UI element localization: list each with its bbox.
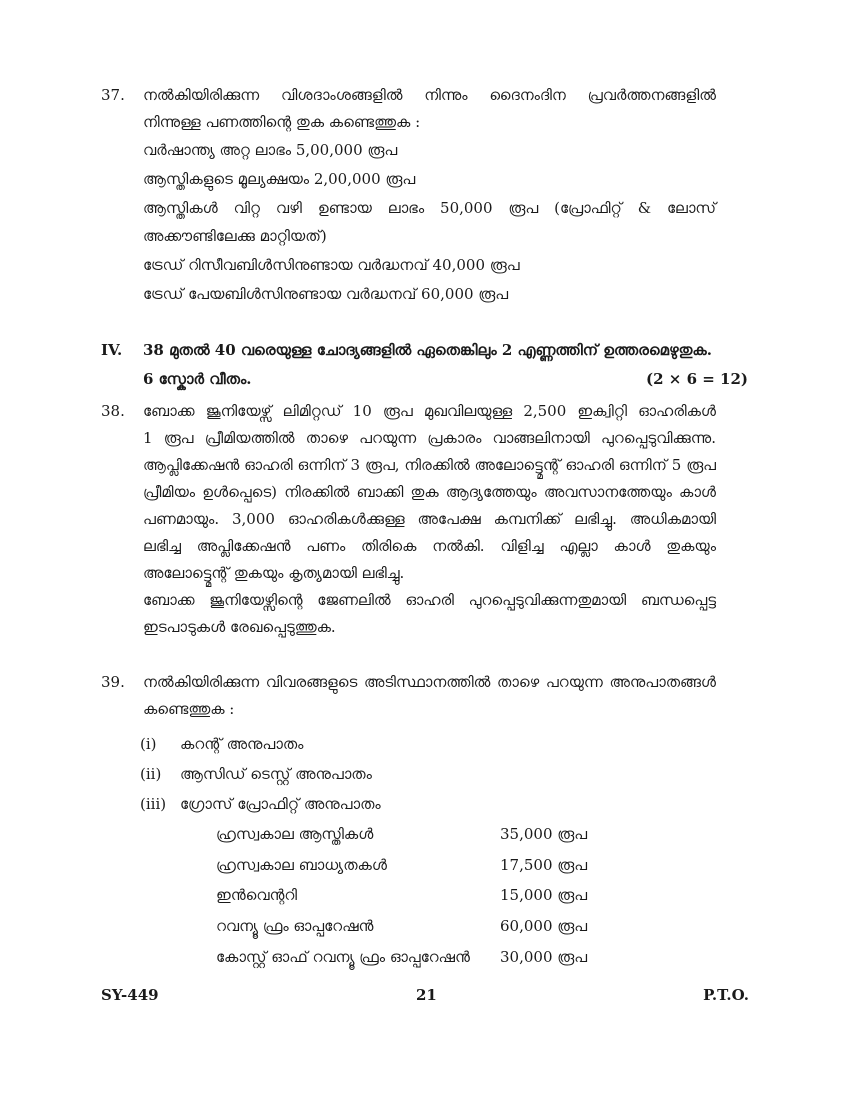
- question-text-line: ആപ്ലിക്കേഷൻ ഓഹരി ഒന്നിന് 3 രൂപ, നിരക്കിൽ അലോട്ട്മെന്റ് ഓഹരി ഒന്നിന് 5 രൂപ: [143, 456, 716, 474]
- table-row-label: കോസ്റ്റ് ഓഫ് റവന്യൂ ഫ്രം ഓപ്പറേഷൻ: [216, 948, 470, 966]
- question-text-line: പണമായും. 3,000 ഓഹരികൾക്കുള്ള അപേക്ഷ കമ്പനിക്ക് ലഭിച്ചു. അധികമായി: [143, 510, 716, 528]
- question-text-line: നൽകിയിരിക്കുന്ന വിശദാംശങ്ങളിൽ നിന്നും ദൈനംദിന പ്രവർത്തനങ്ങളിൽ: [143, 86, 716, 104]
- sub-question-text: കറന്റ് അനുപാതം: [180, 735, 304, 753]
- question-number: 37.: [101, 86, 125, 104]
- table-row-label: റവന്യൂ ഫ്രം ഓപ്പറേഷൻ: [216, 917, 374, 935]
- pto-label: P.T.O.: [703, 986, 749, 1004]
- question-text-line: കണ്ടെത്തുക :: [143, 700, 235, 718]
- question-text-line: അലോട്ട്മെന്റ് തുകയും കൃത്യമായി ലഭിച്ചു.: [143, 564, 405, 582]
- section-roman: IV.: [101, 341, 123, 359]
- sub-question-text: ഗ്രോസ് പ്രോഫിറ്റ് അനുപാതം: [180, 795, 381, 813]
- question-number: 38.: [101, 402, 125, 420]
- sub-question-label: (i): [140, 735, 157, 753]
- question-text-line: നിന്നുള്ള പണത്തിന്റെ തുക കണ്ടെത്തുക :: [143, 113, 421, 131]
- data-item: ആസ്തികൾ വിറ്റ വഴി ഉണ്ടായ ലാഭം 50,000 രൂപ (പ്രോഫിറ്റ് & ലോസ്: [143, 199, 716, 217]
- section-instruction: 38 മുതൽ 40 വരെയുള്ള ചോദ്യങ്ങളിൽ ഏതെങ്കിലും 2 എണ്ണത്തിന് ഉത്തരമെഴുതുക.: [143, 341, 712, 359]
- paper-code: SY-449: [101, 986, 159, 1004]
- question-text-line: പ്രീമിയം ഉൾപ്പെടെ) നിരക്കിൽ ബാക്കി തുക ആദ്യത്തേയും അവസാനത്തേയും കാൾ: [143, 483, 716, 501]
- table-row-value: 35,000 രൂപ: [500, 825, 588, 843]
- table-row-value: 15,000 രൂപ: [500, 886, 588, 904]
- question-text-line: ലഭിച്ച അപ്ലിക്കേഷൻ പണം തിരികെ നൽകി. വിളിച്ച എല്ലാ കാൾ തുകയും: [143, 537, 716, 555]
- table-row-value: 30,000 രൂപ: [500, 948, 588, 966]
- table-row-label: ഇൻവെന്ററി: [216, 886, 298, 904]
- question-text-line: ബോക്ക ജൂനിയേഴ്സ് ലിമിറ്റഡ് 10 രൂപ മുഖവിലയുള്ള 2,500 ഇക്വിറ്റി ഓഹരികൾ: [143, 402, 716, 420]
- question-text-line: 1 രൂപ പ്രീമിയത്തിൽ താഴെ പറയുന്ന പ്രകാരം വാങ്ങലിനായി പുറപ്പെടുവിക്കുന്നു.: [143, 429, 716, 447]
- data-item: ട്രേഡ് റിസീവബിൾസിനുണ്ടായ വർദ്ധനവ് 40,000 രൂപ: [143, 256, 520, 274]
- table-row-label: ഹ്രസ്വകാല ബാധ്യതകൾ: [216, 856, 387, 874]
- page-number: 21: [416, 986, 437, 1004]
- data-item: അക്കൗണ്ടിലേക്കു മാറ്റിയത്): [143, 227, 327, 245]
- question-text-line: ബോക്ക ജൂനിയേഴ്സിന്റെ ജേണലിൽ ഓഹരി പുറപ്പെടുവിക്കുന്നതുമായി ബന്ധപ്പെട്ട: [143, 591, 716, 609]
- question-text-line: നൽകിയിരിക്കുന്ന വിവരങ്ങളുടെ അടിസ്ഥാനത്തിൽ താഴെ പറയുന്ന അനുപാതങ്ങൾ: [143, 673, 716, 691]
- table-row-label: ഹ്രസ്വകാല ആസ്തികൾ: [216, 825, 374, 843]
- sub-question-label: (ii): [140, 765, 162, 783]
- table-row-value: 17,500 രൂപ: [500, 856, 588, 874]
- question-number: 39.: [101, 673, 125, 691]
- data-item: ട്രേഡ് പേയബിൾസിനുണ്ടായ വർദ്ധനവ് 60,000 രൂപ: [143, 285, 509, 303]
- section-marks-text: 6 സ്കോർ വീതം.: [143, 370, 252, 388]
- data-item: വർഷാന്ത്യ അറ്റ ലാഭം 5,00,000 രൂപ: [143, 141, 398, 159]
- table-row-value: 60,000 രൂപ: [500, 917, 588, 935]
- section-marks-formula: (2 × 6 = 12): [646, 370, 748, 388]
- sub-question-text: ആസിഡ് ടെസ്റ്റ് അനുപാതം: [180, 765, 372, 783]
- question-text-line: ഇടപാടുകൾ രേഖപ്പെടുത്തുക.: [143, 618, 336, 636]
- sub-question-label: (iii): [140, 795, 167, 813]
- data-item: ആസ്തികളുടെ മൂല്യക്ഷയം 2,00,000 രൂപ: [143, 170, 416, 188]
